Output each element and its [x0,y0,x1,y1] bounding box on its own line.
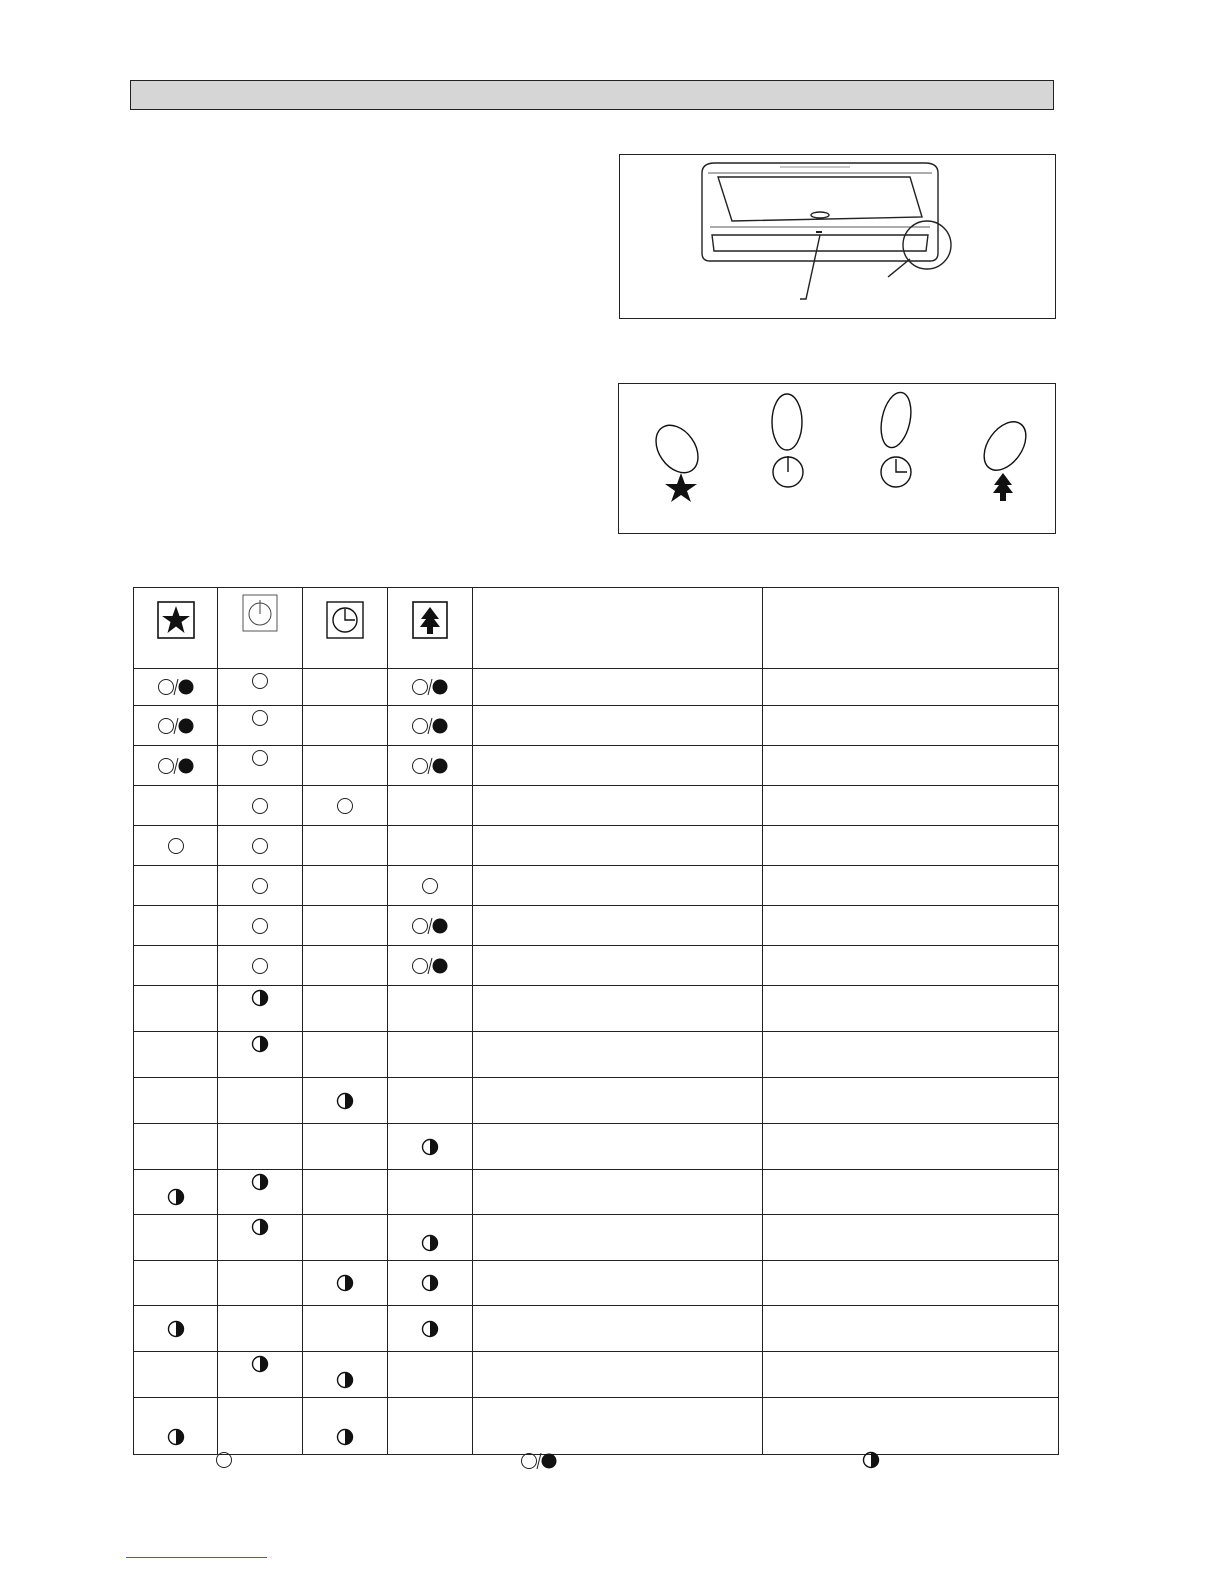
header-cell-timer [303,588,388,669]
timer-icon [326,601,364,639]
lamp-state [421,1234,439,1252]
table-row [134,986,1059,1032]
text-cell [763,1352,1059,1398]
text-cell [473,826,763,866]
lamp-blink-icon [157,716,195,736]
lamp-cell [388,1124,473,1170]
lamp-cell [218,1170,303,1215]
text-cell [473,1170,763,1215]
lamp-cell [134,1306,218,1352]
lamp-state [336,1371,354,1389]
lamp-half-icon [251,1035,269,1053]
lamp-cell [134,1032,218,1078]
lamp-cell [303,1078,388,1124]
lamp-state [157,716,195,736]
lamp-blink-icon [520,1451,558,1471]
lamp-blink-icon [411,916,449,936]
lamp-cell [218,1306,303,1352]
lamp-cell [388,1306,473,1352]
lamp-cell [388,1032,473,1078]
lamp-cell [218,1124,303,1170]
lamp-cell [303,1124,388,1170]
indicator-panel-figure [618,383,1056,534]
lamp-cell [388,866,473,906]
lamp-cell [388,669,473,706]
lamp-state [421,1274,439,1292]
lamp-half-icon [251,1173,269,1191]
text-cell [473,986,763,1032]
lamp-cell [388,706,473,746]
table-row [134,1352,1059,1398]
lamp-cell [303,1261,388,1306]
section-title-bar [130,80,1054,110]
lamp-state [251,797,269,815]
header-cell-star [134,588,218,669]
text-cell [473,706,763,746]
lamp-on-icon [167,837,185,855]
legend-blink [520,1451,558,1476]
lamp-half-icon [336,1371,354,1389]
lamp-state [251,877,269,895]
lamp-half-icon [421,1274,439,1292]
lamp-blink-icon [157,677,195,697]
lamp-cell [303,1306,388,1352]
lamp-state [336,797,354,815]
lamp-state [251,749,269,767]
lamp-cell [134,1398,218,1455]
footer-link-underline[interactable] [126,1557,267,1558]
lamp-cell [303,669,388,706]
lamp-state [251,1355,269,1373]
lamp-cell [218,669,303,706]
lamp-cell [134,1215,218,1261]
lamp-state [421,1138,439,1156]
table-row [134,1398,1059,1455]
lamp-state [157,756,195,776]
header-cell-tree [388,588,473,669]
text-cell [763,786,1059,826]
lamp-cell [134,1352,218,1398]
lamp-cell [303,946,388,986]
text-cell [763,1306,1059,1352]
table-row [134,669,1059,706]
lamp-cell [303,1352,388,1398]
lamp-cell [218,1352,303,1398]
lamp-cell [134,1078,218,1124]
text-cell [473,1078,763,1124]
timer-icon-wrapper [326,601,364,644]
text-cell [763,986,1059,1032]
lamp-state [251,709,269,727]
text-cell [763,746,1059,786]
tree-lamp [976,414,1035,478]
text-cell [763,1078,1059,1124]
lamp-state [251,989,269,1007]
lamp-state [411,956,449,976]
lamp-blink-icon [411,716,449,736]
table-row [134,826,1059,866]
lamp-status-table [133,587,1059,1455]
table-row [134,706,1059,746]
lamp-half-icon [336,1092,354,1110]
lamp-half-icon [862,1451,880,1469]
text-cell [473,1398,763,1455]
tree-icon [993,473,1013,501]
lamp-cell [218,826,303,866]
lamp-half-icon [251,1218,269,1236]
lamp-state [167,1188,185,1206]
lamp-cell [388,1170,473,1215]
lamp-cell [388,1352,473,1398]
text-cell [473,946,763,986]
lamp-half-icon [421,1234,439,1252]
lamp-state [251,837,269,855]
table-row [134,1032,1059,1078]
lamp-cell [218,1215,303,1261]
lamp-cell [388,1215,473,1261]
lamp-on-icon [215,1451,233,1469]
text-cell [473,1032,763,1078]
table-row [134,946,1059,986]
text-cell [763,906,1059,946]
table-row [134,786,1059,826]
table-row [134,866,1059,906]
lamp-cell [134,786,218,826]
header-cell-power [218,588,303,669]
lamp-cell [303,706,388,746]
lamp-cell [388,746,473,786]
lamp-cell [303,1170,388,1215]
timer-icon [881,457,911,487]
lamp-state [421,877,439,895]
tree-icon-wrapper [412,601,448,644]
lamp-state [251,1173,269,1191]
text-cell [473,1124,763,1170]
lamp-state [251,672,269,690]
power-icon [242,594,278,632]
text-cell [473,1215,763,1261]
lamp-cell [218,1078,303,1124]
lamp-cell [134,986,218,1032]
lamp-on-icon [251,877,269,895]
text-cell [763,1124,1059,1170]
indoor-unit-drawing [620,155,1057,320]
table-row [134,1078,1059,1124]
lamp-on-icon [421,877,439,895]
star-icon [665,473,697,502]
lamp-state [251,917,269,935]
lamp-on-icon [251,837,269,855]
lamp-state [251,1218,269,1236]
lamp-cell [303,1215,388,1261]
indoor-unit-figure [619,154,1056,319]
text-cell [763,706,1059,746]
text-cell [763,1398,1059,1455]
indicator-panel-drawing [619,384,1057,535]
lamp-on-icon [251,749,269,767]
lamp-half-icon [251,1355,269,1373]
lamp-cell [388,786,473,826]
text-cell [473,1261,763,1306]
lamp-half-icon [167,1428,185,1446]
lamp-half-icon [167,1188,185,1206]
lamp-on-icon [251,917,269,935]
text-cell [763,1261,1059,1306]
lamp-state [251,957,269,975]
text-cell [763,669,1059,706]
lamp-state [411,756,449,776]
legend-on [215,1451,233,1474]
lamp-state [421,1320,439,1338]
lamp-half-icon [251,989,269,1007]
lamp-cell [134,1261,218,1306]
power-icon [773,456,803,487]
header-text-cell [473,588,763,669]
lamp-cell [134,946,218,986]
lamp-state [167,1320,185,1338]
lamp-blink-icon [157,756,195,776]
lamp-on-icon [251,709,269,727]
lamp-cell [134,1170,218,1215]
lamp-cell [218,986,303,1032]
lamp-cell [134,826,218,866]
timer-lamp [876,390,915,451]
text-cell [763,866,1059,906]
lamp-cell [388,1398,473,1455]
table-row [134,1261,1059,1306]
lamp-state [336,1428,354,1446]
text-cell [473,669,763,706]
lamp-cell [303,986,388,1032]
text-cell [763,826,1059,866]
table-row [134,906,1059,946]
lamp-state [411,916,449,936]
text-cell [473,1306,763,1352]
text-cell [473,866,763,906]
legend-half [862,1451,880,1474]
lamp-on-icon [251,957,269,975]
lamp-state [411,716,449,736]
lamp-cell [134,906,218,946]
lamp-state [411,677,449,697]
text-cell [763,1170,1059,1215]
table-row [134,1124,1059,1170]
lamp-cell [303,1398,388,1455]
lamp-cell [218,946,303,986]
lamp-cell [134,1124,218,1170]
lamp-cell [388,946,473,986]
lamp-state [157,677,195,697]
lamp-state [336,1092,354,1110]
lamp-cell [303,746,388,786]
lamp-cell [218,1032,303,1078]
lamp-state [167,837,185,855]
lamp-cell [303,786,388,826]
header-text-cell [763,588,1059,669]
lamp-on-icon [251,672,269,690]
lamp-cell [303,1032,388,1078]
text-cell [763,946,1059,986]
table-header-row [134,588,1059,669]
lamp-cell [218,706,303,746]
lamp-cell [134,669,218,706]
lamp-cell [388,826,473,866]
lamp-half-icon [336,1274,354,1292]
table-row [134,1306,1059,1352]
lamp-cell [218,746,303,786]
lamp-state [251,1035,269,1053]
lamp-half-icon [421,1320,439,1338]
lamp-cell [303,906,388,946]
lamp-blink-icon [411,677,449,697]
lamp-half-icon [421,1138,439,1156]
lamp-cell [388,986,473,1032]
lamp-cell [218,1398,303,1455]
lamp-cell [303,866,388,906]
tree-icon [412,601,448,639]
lamp-half-icon [336,1428,354,1446]
lamp-state [167,1428,185,1446]
lamp-cell [388,1261,473,1306]
lamp-cell [218,866,303,906]
table-row [134,1170,1059,1215]
power-icon-wrapper [242,594,278,637]
text-cell [473,906,763,946]
lamp-state [336,1274,354,1292]
lamp-cell [388,1078,473,1124]
lamp-cell [388,906,473,946]
text-cell [473,1352,763,1398]
star-lamp [647,417,706,480]
lamp-cell [218,906,303,946]
star-icon-wrapper [157,601,195,644]
power-lamp [772,394,802,450]
lamp-cell [134,706,218,746]
text-cell [763,1215,1059,1261]
lamp-cell [134,866,218,906]
text-cell [473,786,763,826]
text-cell [473,746,763,786]
lamp-blink-icon [411,756,449,776]
lamp-cell [303,826,388,866]
table-row [134,1215,1059,1261]
lamp-blink-icon [411,956,449,976]
lamp-cell [134,746,218,786]
lamp-cell [218,786,303,826]
lamp-on-icon [336,797,354,815]
lamp-half-icon [167,1320,185,1338]
table-row [134,746,1059,786]
lamp-cell [218,1261,303,1306]
lamp-on-icon [251,797,269,815]
star-icon [157,601,195,639]
text-cell [763,1032,1059,1078]
